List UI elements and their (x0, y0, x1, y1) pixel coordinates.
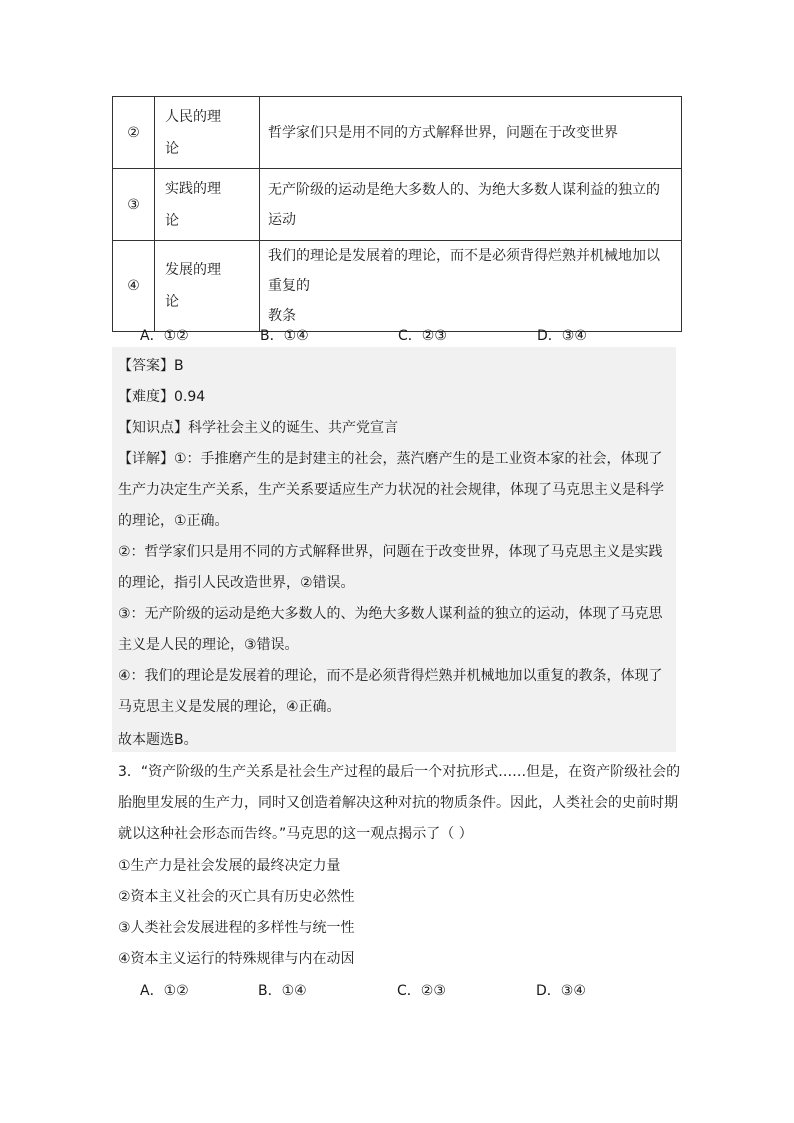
options-table (112, 96, 682, 332)
conclusion-line: 故本题选B。 (118, 732, 198, 748)
difficulty-line: 【难度】0.94 (118, 389, 206, 405)
question3-option: ③人类社会发展进程的多样性与统一性 (118, 920, 355, 936)
table-row (113, 241, 682, 332)
detail-line: 的理论，①正确。 (118, 513, 229, 529)
q2-choice-b[interactable]: B．①④ (260, 328, 309, 344)
q2-choice-d[interactable]: D．③④ (537, 328, 587, 344)
q3-choice-b[interactable]: B．①④ (258, 983, 307, 999)
q3-choice-d[interactable]: D．③④ (536, 983, 586, 999)
question3-option: ②资本主义社会的灭亡具有历史必然性 (118, 889, 355, 905)
q3-choice-c[interactable]: C．②③ (397, 983, 446, 999)
question3-stem: 3．“资产阶级的生产关系是社会生产过程的最后一个对抗形式……但是，在资产阶级社会的 (118, 764, 681, 780)
q2-choice-c[interactable]: C．②③ (398, 328, 447, 344)
question3-stem: 就以这种社会形态而告终。”马克思的这一观点揭示了（ ） (118, 826, 473, 842)
table-row (113, 97, 682, 169)
theory-description: 无产阶级的运动是绝大多数人的、为绝大多数人谋利益的独立的运动 (260, 169, 682, 241)
question3-stem: 胎胞里发展的生产力，同时又创造着解决这种对抗的物质条件。因此，人类社会的史前时期 (118, 795, 678, 811)
theory-name: 发展的理 论 (155, 241, 260, 332)
theory-name: 人民的理 论 (155, 97, 260, 169)
detail-line: 马克思主义是发展的理论，④正确。 (118, 699, 341, 715)
q3-choice-a[interactable]: A．①② (140, 983, 189, 999)
row-number: ③ (113, 169, 155, 241)
detail-line: ③：无产阶级的运动是绝大多数人的、为绝大多数人谋利益的独立的运动，体现了马克思 (118, 606, 663, 622)
theory-name: 实践的理 论 (155, 169, 260, 241)
table-row (113, 169, 682, 241)
detail-line: 主义是人民的理论，③错误。 (118, 637, 299, 653)
question3-option: ④资本主义运行的特殊规律与内在动因 (118, 951, 355, 967)
theory-description: 我们的理论是发展着的理论，而不是必须背得烂熟并机械地加以重复的 教条 (260, 241, 682, 332)
detail-line: 生产力决定生产关系，生产关系要适应生产力状况的社会规律，体现了马克思主义是科学 (118, 482, 664, 498)
detail-line: ④：我们的理论是发展着的理论，而不是必须背得烂熟并机械地加以重复的教条，体现了 (118, 668, 663, 684)
answer-line: 【答案】B (118, 358, 184, 374)
row-number: ② (113, 97, 155, 169)
detail-line: 的理论，指引人民改造世界，②错误。 (118, 575, 355, 591)
knowledge-line: 【知识点】科学社会主义的诞生、共产党宣言 (118, 420, 398, 436)
row-number: ④ (113, 241, 155, 332)
q2-choice-a[interactable]: A．①② (140, 328, 189, 344)
detail-line: ②：哲学家们只是用不同的方式解释世界，问题在于改变世界，体现了马克思主义是实践 (118, 544, 663, 560)
question3-option: ①生产力是社会发展的最终决定力量 (118, 858, 341, 874)
detail-line: 【详解】①：手推磨产生的是封建主的社会，蒸汽磨产生的是工业资本家的社会，体现了 (118, 451, 663, 467)
theory-description: 哲学家们只是用不同的方式解释世界，问题在于改变世界 (260, 97, 682, 169)
